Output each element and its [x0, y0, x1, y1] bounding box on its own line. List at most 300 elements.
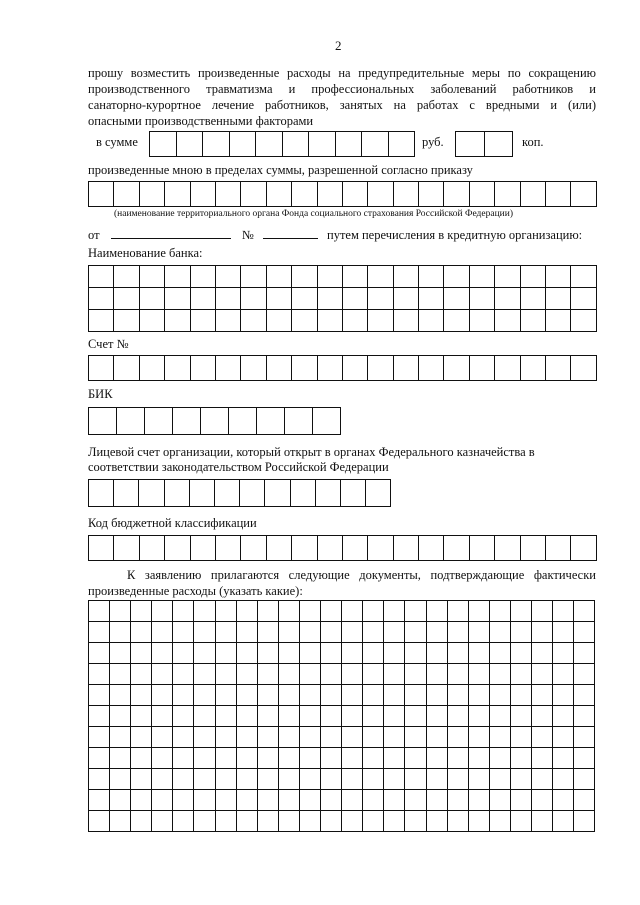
char-cell[interactable]: [571, 356, 596, 381]
char-cell[interactable]: [152, 643, 173, 664]
char-cell[interactable]: [291, 480, 316, 507]
char-cell[interactable]: [216, 601, 237, 622]
char-cell[interactable]: [470, 310, 495, 332]
char-cell[interactable]: [258, 664, 279, 685]
char-cell[interactable]: [363, 643, 384, 664]
char-cell[interactable]: [165, 356, 190, 381]
char-cell[interactable]: [89, 408, 117, 435]
char-cell[interactable]: [285, 408, 313, 435]
char-cell[interactable]: [490, 727, 511, 748]
char-cell[interactable]: [241, 310, 266, 332]
char-cell[interactable]: [546, 356, 571, 381]
char-cell[interactable]: [343, 310, 368, 332]
char-cell[interactable]: [363, 622, 384, 643]
char-cell[interactable]: [237, 769, 258, 790]
char-cell[interactable]: [258, 748, 279, 769]
char-cell[interactable]: [384, 685, 405, 706]
char-cell[interactable]: [300, 790, 321, 811]
char-cell[interactable]: [394, 182, 419, 207]
char-cell[interactable]: [342, 664, 363, 685]
char-cell[interactable]: [216, 622, 237, 643]
char-cell[interactable]: [469, 643, 490, 664]
bik-boxes[interactable]: [88, 407, 341, 435]
char-cell[interactable]: [89, 288, 114, 310]
digit-cell[interactable]: [177, 132, 204, 157]
char-cell[interactable]: [110, 706, 131, 727]
char-cell[interactable]: [384, 811, 405, 832]
char-cell[interactable]: [152, 727, 173, 748]
char-cell[interactable]: [444, 356, 469, 381]
char-cell[interactable]: [321, 811, 342, 832]
char-cell[interactable]: [448, 685, 469, 706]
char-cell[interactable]: [267, 266, 292, 288]
char-cell[interactable]: [490, 601, 511, 622]
char-cell[interactable]: [173, 727, 194, 748]
char-cell[interactable]: [191, 266, 216, 288]
char-cell[interactable]: [89, 536, 114, 561]
char-cell[interactable]: [363, 685, 384, 706]
char-cell[interactable]: [521, 310, 546, 332]
char-cell[interactable]: [229, 408, 257, 435]
char-cell[interactable]: [444, 182, 469, 207]
char-cell[interactable]: [342, 622, 363, 643]
char-cell[interactable]: [490, 748, 511, 769]
char-cell[interactable]: [384, 748, 405, 769]
digit-cell[interactable]: [230, 132, 257, 157]
char-cell[interactable]: [241, 266, 266, 288]
char-cell[interactable]: [279, 727, 300, 748]
char-cell[interactable]: [267, 356, 292, 381]
char-cell[interactable]: [89, 748, 110, 769]
char-cell[interactable]: [300, 685, 321, 706]
char-cell[interactable]: [343, 182, 368, 207]
char-cell[interactable]: [495, 288, 520, 310]
char-cell[interactable]: [131, 685, 152, 706]
char-cell[interactable]: [574, 664, 595, 685]
char-cell[interactable]: [258, 769, 279, 790]
char-cell[interactable]: [89, 706, 110, 727]
char-cell[interactable]: [279, 706, 300, 727]
char-cell[interactable]: [152, 664, 173, 685]
char-cell[interactable]: [194, 622, 215, 643]
char-cell[interactable]: [194, 643, 215, 664]
char-cell[interactable]: [419, 536, 444, 561]
char-cell[interactable]: [532, 727, 553, 748]
char-cell[interactable]: [241, 536, 266, 561]
digit-cell[interactable]: [150, 132, 177, 157]
char-cell[interactable]: [511, 643, 532, 664]
char-cell[interactable]: [216, 790, 237, 811]
char-cell[interactable]: [258, 643, 279, 664]
char-cell[interactable]: [511, 622, 532, 643]
char-cell[interactable]: [140, 182, 165, 207]
sum-kop-boxes[interactable]: [455, 131, 513, 157]
char-cell[interactable]: [553, 811, 574, 832]
char-cell[interactable]: [521, 266, 546, 288]
date-field[interactable]: [111, 238, 231, 239]
char-cell[interactable]: [313, 408, 341, 435]
char-cell[interactable]: [553, 622, 574, 643]
char-cell[interactable]: [89, 601, 110, 622]
char-cell[interactable]: [114, 480, 139, 507]
char-cell[interactable]: [292, 356, 317, 381]
char-cell[interactable]: [190, 480, 215, 507]
char-cell[interactable]: [444, 288, 469, 310]
char-cell[interactable]: [114, 356, 139, 381]
char-cell[interactable]: [216, 288, 241, 310]
char-cell[interactable]: [216, 182, 241, 207]
char-cell[interactable]: [267, 288, 292, 310]
char-cell[interactable]: [131, 790, 152, 811]
char-cell[interactable]: [553, 748, 574, 769]
char-cell[interactable]: [216, 811, 237, 832]
char-cell[interactable]: [300, 727, 321, 748]
char-cell[interactable]: [89, 480, 114, 507]
char-cell[interactable]: [343, 356, 368, 381]
char-cell[interactable]: [110, 622, 131, 643]
char-cell[interactable]: [444, 266, 469, 288]
char-cell[interactable]: [267, 310, 292, 332]
char-cell[interactable]: [131, 601, 152, 622]
char-cell[interactable]: [131, 622, 152, 643]
char-cell[interactable]: [521, 182, 546, 207]
char-cell[interactable]: [532, 706, 553, 727]
char-cell[interactable]: [521, 356, 546, 381]
char-cell[interactable]: [469, 601, 490, 622]
char-cell[interactable]: [140, 310, 165, 332]
digit-cell[interactable]: [256, 132, 283, 157]
char-cell[interactable]: [405, 706, 426, 727]
char-cell[interactable]: [110, 643, 131, 664]
char-cell[interactable]: [194, 601, 215, 622]
char-cell[interactable]: [279, 643, 300, 664]
char-cell[interactable]: [405, 811, 426, 832]
char-cell[interactable]: [318, 356, 343, 381]
char-cell[interactable]: [140, 288, 165, 310]
char-cell[interactable]: [300, 664, 321, 685]
char-cell[interactable]: [237, 601, 258, 622]
char-cell[interactable]: [405, 769, 426, 790]
char-cell[interactable]: [490, 664, 511, 685]
char-cell[interactable]: [300, 706, 321, 727]
char-cell[interactable]: [216, 356, 241, 381]
char-cell[interactable]: [363, 790, 384, 811]
char-cell[interactable]: [490, 643, 511, 664]
char-cell[interactable]: [553, 727, 574, 748]
char-cell[interactable]: [279, 601, 300, 622]
char-cell[interactable]: [553, 790, 574, 811]
char-cell[interactable]: [384, 706, 405, 727]
char-cell[interactable]: [321, 748, 342, 769]
char-cell[interactable]: [448, 643, 469, 664]
char-cell[interactable]: [165, 266, 190, 288]
char-cell[interactable]: [571, 266, 596, 288]
char-cell[interactable]: [194, 706, 215, 727]
char-cell[interactable]: [131, 643, 152, 664]
char-cell[interactable]: [152, 622, 173, 643]
char-cell[interactable]: [368, 266, 393, 288]
char-cell[interactable]: [342, 790, 363, 811]
char-cell[interactable]: [363, 601, 384, 622]
char-cell[interactable]: [342, 685, 363, 706]
char-cell[interactable]: [343, 266, 368, 288]
char-cell[interactable]: [140, 536, 165, 561]
char-cell[interactable]: [194, 664, 215, 685]
char-cell[interactable]: [511, 748, 532, 769]
digit-cell[interactable]: [203, 132, 230, 157]
char-cell[interactable]: [267, 182, 292, 207]
char-cell[interactable]: [321, 601, 342, 622]
char-cell[interactable]: [279, 685, 300, 706]
char-cell[interactable]: [89, 727, 110, 748]
char-cell[interactable]: [490, 769, 511, 790]
char-cell[interactable]: [237, 685, 258, 706]
char-cell[interactable]: [469, 706, 490, 727]
char-cell[interactable]: [152, 685, 173, 706]
char-cell[interactable]: [342, 811, 363, 832]
char-cell[interactable]: [237, 664, 258, 685]
char-cell[interactable]: [394, 288, 419, 310]
char-cell[interactable]: [110, 685, 131, 706]
digit-cell[interactable]: [336, 132, 363, 157]
char-cell[interactable]: [546, 288, 571, 310]
char-cell[interactable]: [321, 664, 342, 685]
bank-name-boxes[interactable]: [88, 265, 597, 332]
char-cell[interactable]: [470, 288, 495, 310]
char-cell[interactable]: [405, 790, 426, 811]
char-cell[interactable]: [216, 266, 241, 288]
char-cell[interactable]: [131, 706, 152, 727]
char-cell[interactable]: [191, 356, 216, 381]
char-cell[interactable]: [237, 643, 258, 664]
char-cell[interactable]: [511, 811, 532, 832]
char-cell[interactable]: [427, 790, 448, 811]
char-cell[interactable]: [241, 182, 266, 207]
char-cell[interactable]: [241, 356, 266, 381]
char-cell[interactable]: [152, 769, 173, 790]
char-cell[interactable]: [114, 182, 139, 207]
char-cell[interactable]: [279, 748, 300, 769]
char-cell[interactable]: [114, 310, 139, 332]
char-cell[interactable]: [300, 769, 321, 790]
char-cell[interactable]: [173, 622, 194, 643]
char-cell[interactable]: [574, 790, 595, 811]
char-cell[interactable]: [342, 706, 363, 727]
char-cell[interactable]: [89, 769, 110, 790]
char-cell[interactable]: [469, 811, 490, 832]
char-cell[interactable]: [511, 664, 532, 685]
char-cell[interactable]: [342, 769, 363, 790]
char-cell[interactable]: [173, 685, 194, 706]
digit-cell[interactable]: [485, 132, 514, 157]
char-cell[interactable]: [173, 643, 194, 664]
char-cell[interactable]: [114, 266, 139, 288]
char-cell[interactable]: [110, 769, 131, 790]
char-cell[interactable]: [511, 706, 532, 727]
char-cell[interactable]: [194, 769, 215, 790]
char-cell[interactable]: [427, 643, 448, 664]
char-cell[interactable]: [546, 310, 571, 332]
char-cell[interactable]: [216, 643, 237, 664]
char-cell[interactable]: [318, 182, 343, 207]
char-cell[interactable]: [490, 790, 511, 811]
char-cell[interactable]: [237, 622, 258, 643]
char-cell[interactable]: [237, 811, 258, 832]
char-cell[interactable]: [384, 622, 405, 643]
char-cell[interactable]: [279, 769, 300, 790]
char-cell[interactable]: [110, 811, 131, 832]
char-cell[interactable]: [546, 266, 571, 288]
char-cell[interactable]: [384, 790, 405, 811]
char-cell[interactable]: [258, 727, 279, 748]
char-cell[interactable]: [490, 811, 511, 832]
char-cell[interactable]: [394, 310, 419, 332]
char-cell[interactable]: [292, 310, 317, 332]
char-cell[interactable]: [165, 182, 190, 207]
char-cell[interactable]: [318, 536, 343, 561]
char-cell[interactable]: [89, 790, 110, 811]
char-cell[interactable]: [490, 706, 511, 727]
char-cell[interactable]: [89, 664, 110, 685]
char-cell[interactable]: [427, 622, 448, 643]
char-cell[interactable]: [384, 643, 405, 664]
char-cell[interactable]: [532, 811, 553, 832]
char-cell[interactable]: [131, 748, 152, 769]
char-cell[interactable]: [495, 182, 520, 207]
char-cell[interactable]: [152, 706, 173, 727]
char-cell[interactable]: [574, 601, 595, 622]
char-cell[interactable]: [237, 790, 258, 811]
char-cell[interactable]: [110, 601, 131, 622]
char-cell[interactable]: [131, 727, 152, 748]
char-cell[interactable]: [469, 748, 490, 769]
char-cell[interactable]: [89, 182, 114, 207]
char-cell[interactable]: [321, 706, 342, 727]
char-cell[interactable]: [419, 288, 444, 310]
char-cell[interactable]: [571, 182, 596, 207]
char-cell[interactable]: [546, 182, 571, 207]
char-cell[interactable]: [292, 266, 317, 288]
char-cell[interactable]: [363, 664, 384, 685]
char-cell[interactable]: [194, 685, 215, 706]
sum-rub-boxes[interactable]: [149, 131, 415, 157]
char-cell[interactable]: [368, 288, 393, 310]
char-cell[interactable]: [553, 769, 574, 790]
char-cell[interactable]: [511, 727, 532, 748]
char-cell[interactable]: [427, 664, 448, 685]
char-cell[interactable]: [191, 182, 216, 207]
char-cell[interactable]: [258, 706, 279, 727]
char-cell[interactable]: [321, 685, 342, 706]
char-cell[interactable]: [444, 536, 469, 561]
char-cell[interactable]: [237, 748, 258, 769]
char-cell[interactable]: [368, 310, 393, 332]
char-cell[interactable]: [318, 288, 343, 310]
char-cell[interactable]: [469, 727, 490, 748]
char-cell[interactable]: [532, 643, 553, 664]
char-cell[interactable]: [194, 790, 215, 811]
char-cell[interactable]: [368, 536, 393, 561]
char-cell[interactable]: [366, 480, 391, 507]
char-cell[interactable]: [292, 182, 317, 207]
char-cell[interactable]: [279, 790, 300, 811]
char-cell[interactable]: [363, 748, 384, 769]
char-cell[interactable]: [574, 706, 595, 727]
char-cell[interactable]: [131, 811, 152, 832]
char-cell[interactable]: [194, 727, 215, 748]
char-cell[interactable]: [342, 643, 363, 664]
char-cell[interactable]: [279, 811, 300, 832]
char-cell[interactable]: [279, 664, 300, 685]
char-cell[interactable]: [495, 266, 520, 288]
char-cell[interactable]: [532, 622, 553, 643]
char-cell[interactable]: [363, 769, 384, 790]
char-cell[interactable]: [279, 622, 300, 643]
char-cell[interactable]: [216, 536, 241, 561]
char-cell[interactable]: [216, 769, 237, 790]
char-cell[interactable]: [321, 769, 342, 790]
char-cell[interactable]: [265, 480, 290, 507]
char-cell[interactable]: [152, 811, 173, 832]
char-cell[interactable]: [342, 748, 363, 769]
char-cell[interactable]: [89, 643, 110, 664]
personal-account-boxes[interactable]: [88, 479, 391, 507]
char-cell[interactable]: [215, 480, 240, 507]
char-cell[interactable]: [521, 536, 546, 561]
char-cell[interactable]: [448, 706, 469, 727]
char-cell[interactable]: [427, 727, 448, 748]
char-cell[interactable]: [165, 310, 190, 332]
char-cell[interactable]: [419, 266, 444, 288]
kbk-boxes[interactable]: [88, 535, 597, 561]
char-cell[interactable]: [427, 748, 448, 769]
char-cell[interactable]: [89, 356, 114, 381]
char-cell[interactable]: [89, 310, 114, 332]
char-cell[interactable]: [240, 480, 265, 507]
char-cell[interactable]: [140, 266, 165, 288]
char-cell[interactable]: [511, 790, 532, 811]
char-cell[interactable]: [574, 643, 595, 664]
char-cell[interactable]: [384, 727, 405, 748]
char-cell[interactable]: [216, 748, 237, 769]
char-cell[interactable]: [470, 182, 495, 207]
char-cell[interactable]: [173, 769, 194, 790]
char-cell[interactable]: [419, 310, 444, 332]
char-cell[interactable]: [448, 811, 469, 832]
char-cell[interactable]: [427, 811, 448, 832]
char-cell[interactable]: [237, 706, 258, 727]
char-cell[interactable]: [300, 643, 321, 664]
char-cell[interactable]: [139, 480, 164, 507]
char-cell[interactable]: [384, 769, 405, 790]
char-cell[interactable]: [292, 536, 317, 561]
char-cell[interactable]: [173, 601, 194, 622]
digit-cell[interactable]: [283, 132, 310, 157]
char-cell[interactable]: [152, 748, 173, 769]
char-cell[interactable]: [532, 664, 553, 685]
char-cell[interactable]: [257, 408, 285, 435]
char-cell[interactable]: [469, 622, 490, 643]
char-cell[interactable]: [89, 811, 110, 832]
char-cell[interactable]: [363, 811, 384, 832]
char-cell[interactable]: [165, 288, 190, 310]
char-cell[interactable]: [405, 664, 426, 685]
char-cell[interactable]: [448, 727, 469, 748]
digit-cell[interactable]: [389, 132, 416, 157]
char-cell[interactable]: [173, 811, 194, 832]
char-cell[interactable]: [546, 536, 571, 561]
char-cell[interactable]: [427, 706, 448, 727]
